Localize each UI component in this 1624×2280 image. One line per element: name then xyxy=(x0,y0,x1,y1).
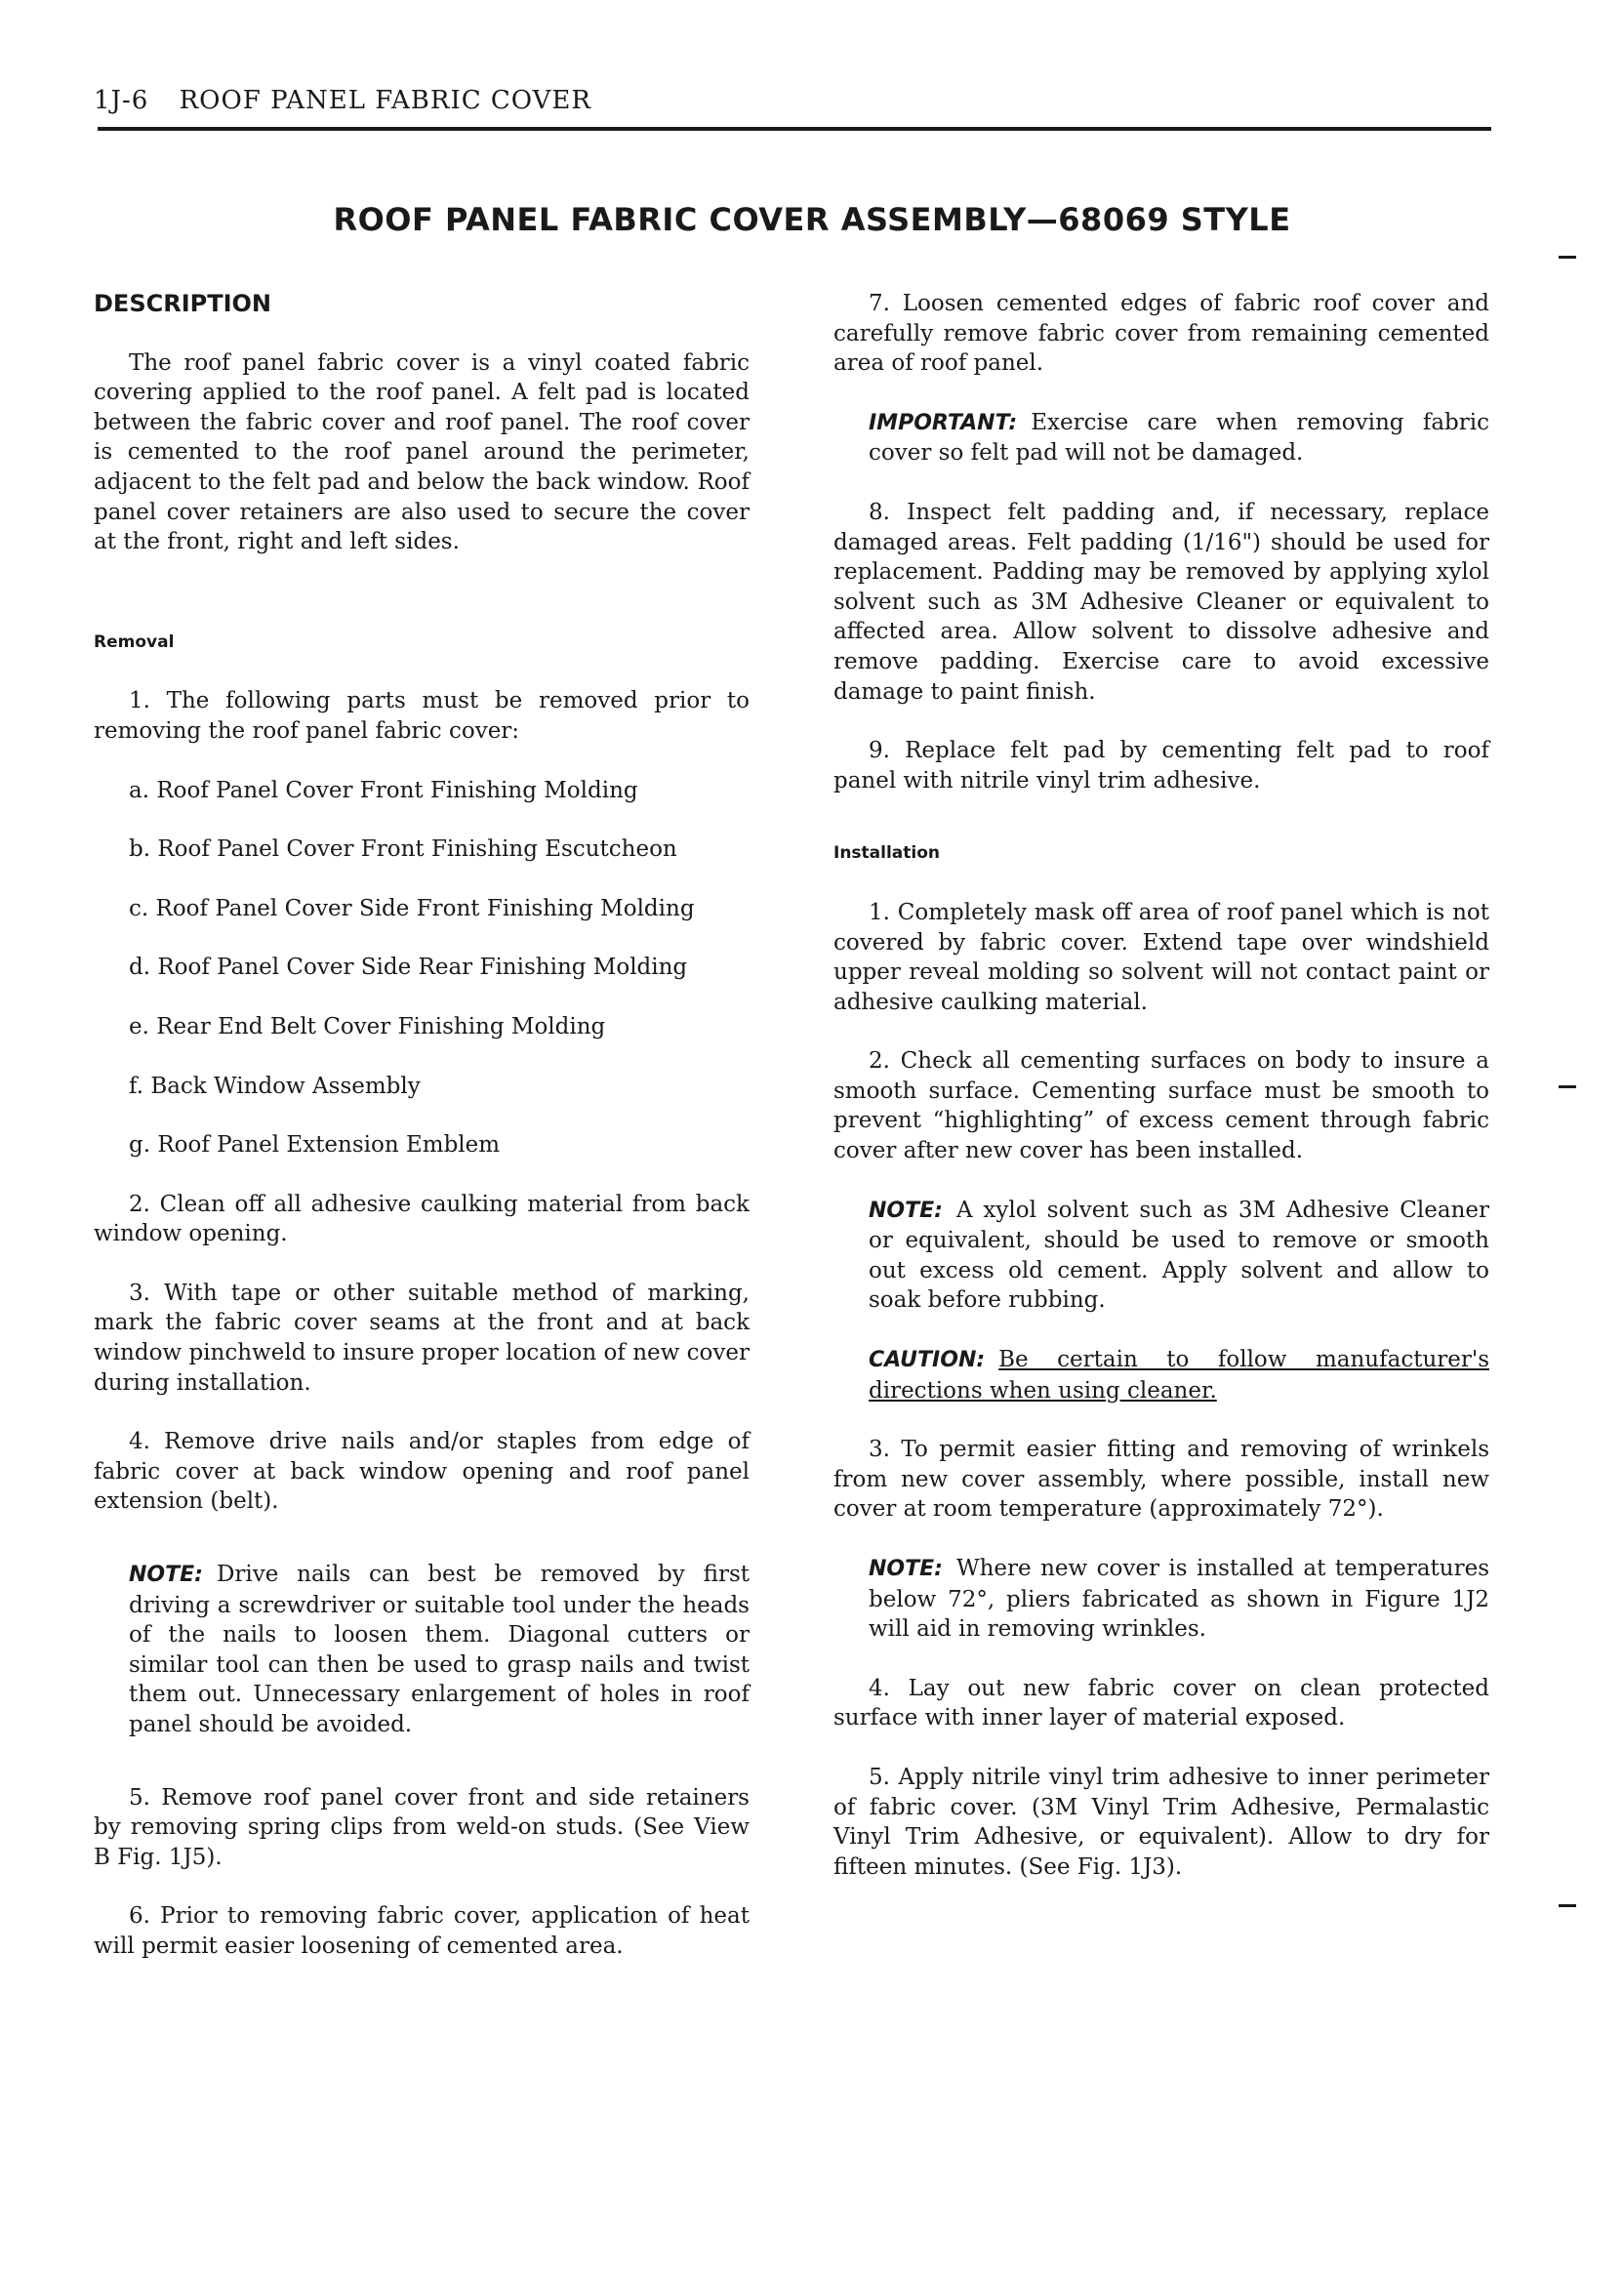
removal-step-1: 1. The following parts must be removed prior to removing the roof panel fabric cover: xyxy=(94,688,750,744)
removal-item-e: e. Rear End Belt Cover Finishing Molding xyxy=(129,1013,606,1039)
right-column xyxy=(833,289,1489,1882)
description-paragraph: The roof panel fabric cover is a vinyl coated fabric covering applied to the roof panel. A felt pad is located between the fabric cover and roof panel. The roof cover is cemented to the roof panel around the perimeter, adjacent to the felt pad and below the back window. Roof panel cover retainers are also used to secure the cover at the front, right and left sides. xyxy=(94,349,750,555)
margin-mark xyxy=(1559,256,1576,259)
description-heading: DESCRIPTION xyxy=(94,290,272,317)
page-header xyxy=(94,86,591,115)
installation-step-4: 4. Lay out new fabric cover on clean protected surface with inner layer of material exposed. xyxy=(833,1675,1489,1731)
removal-step-8: 8. Inspect felt padding and, if necessary, replace damaged areas. Felt padding (1/16") should be used for replacement. Padding may be removed by applying xylol solvent such as 3M Adhesive Cleaner or equivalent to affected area. Allow solvent to dissolve adhesive and remove padding. Exercise care to avoid excessive damage to paint finish. xyxy=(833,499,1489,705)
removal-item-c: c. Roof Panel Cover Side Front Finishing Molding xyxy=(129,895,695,921)
margin-mark xyxy=(1559,1085,1576,1088)
removal-step-3: 3. With tape or other suitable method of marking, mark the fabric cover seams at the front and at back window pinchweld to insure proper location of new cover during installation. xyxy=(94,1280,750,1396)
installation-heading: Installation xyxy=(833,843,941,864)
note-text: Where new cover is installed at temperatures below 72°, pliers fabricated as shown in Figure 1J2 will aid in removing wrinkles. xyxy=(869,1556,1489,1643)
removal-step-5: 5. Remove roof panel cover front and side retainers by removing spring clips from weld-on studs. (See View B Fig. 1J5). xyxy=(94,1784,750,1870)
removal-item-g: g. Roof Panel Extension Emblem xyxy=(129,1132,501,1159)
caution-text: Be certain to follow manufacturer's directions when using cleaner. xyxy=(869,1347,1489,1404)
removal-step-9: 9. Replace felt pad by cementing felt pad to roof panel with nitrile vinyl trim adhesive. xyxy=(833,738,1489,794)
important-note xyxy=(833,408,1489,468)
header-rule xyxy=(98,127,1491,131)
installation-step-1: 1. Completely mask off area of roof panel which is not covered by fabric cover. Extend tape over windshield upper reveal molding so solvent will not contact paint or adhesive caulking material. xyxy=(833,899,1489,1015)
removal-item-b: b. Roof Panel Cover Front Finishing Escutcheon xyxy=(129,836,677,863)
left-column xyxy=(94,289,750,1962)
important-label: IMPORTANT: xyxy=(869,410,1018,435)
note-label: NOTE: xyxy=(869,1198,943,1223)
installation-note-2 xyxy=(833,1554,1489,1645)
installation-step-3: 3. To permit easier fitting and removing of wrinkels from new cover assembly, where possible, install new cover at room temperature (approximately 72°). xyxy=(833,1437,1489,1523)
caution-label: CAUTION: xyxy=(869,1348,986,1373)
installation-note-1 xyxy=(833,1196,1489,1316)
removal-step-4: 4. Remove drive nails and/or staples from edge of fabric cover at back window opening and roof panel extension (belt). xyxy=(94,1429,750,1515)
margin-mark xyxy=(1559,1904,1576,1907)
important-text: Exercise care when removing fabric cover so felt pad will not be damaged. xyxy=(869,409,1489,467)
page-title: ROOF PANEL FABRIC COVER ASSEMBLY—68069 STYLE xyxy=(333,201,1291,238)
page-number: 1J-6 xyxy=(94,86,149,115)
removal-item-a: a. Roof Panel Cover Front Finishing Molding xyxy=(129,777,638,803)
note-text: Drive nails can best be removed by first driving a screwdriver or suitable tool under the heads of the nails to loosen them. Diagonal cutters or similar tool can then be used to grasp nails and twist them out. Unnecessary enlargement of holes in roof panel should be avoided. xyxy=(129,1562,750,1737)
caution-note xyxy=(833,1345,1489,1405)
removal-heading: Removal xyxy=(94,631,175,652)
note-text: A xylol solvent such as 3M Adhesive Cleaner or equivalent, should be used to remove or smooth out excess old cement. Apply solvent and allow to soak before rubbing. xyxy=(869,1197,1489,1314)
installation-step-5: 5. Apply nitrile vinyl trim adhesive to inner perimeter of fabric cover. (3M Vinyl Trim Adhesive, Permalastic Vinyl Trim Adhesive, or equivalent). Allow to dry for fifteen minutes. (See Fig. 1J3). xyxy=(833,1764,1489,1880)
removal-item-d: d. Roof Panel Cover Side Rear Finishing Molding xyxy=(129,955,688,981)
removal-step-2: 2. Clean off all adhesive caulking material from back window opening. xyxy=(94,1191,750,1247)
installation-step-2: 2. Check all cementing surfaces on body to insure a smooth surface. Cementing surface must be smooth to prevent “highlighting” of excess cement through fabric cover after new cover has been installed. xyxy=(833,1048,1489,1164)
removal-step-7: 7. Loosen cemented edges of fabric roof cover and carefully remove fabric cover from remaining cemented area of roof panel. xyxy=(833,291,1489,377)
removal-item-f: f. Back Window Assembly xyxy=(129,1073,421,1099)
note-label: NOTE: xyxy=(869,1557,943,1581)
section-title: ROOF PANEL FABRIC COVER xyxy=(179,86,591,115)
removal-step-6: 6. Prior to removing fabric cover, application of heat will permit easier loosening of cemented area. xyxy=(94,1903,750,1959)
removal-note xyxy=(94,1560,750,1740)
note-label: NOTE: xyxy=(129,1563,203,1588)
